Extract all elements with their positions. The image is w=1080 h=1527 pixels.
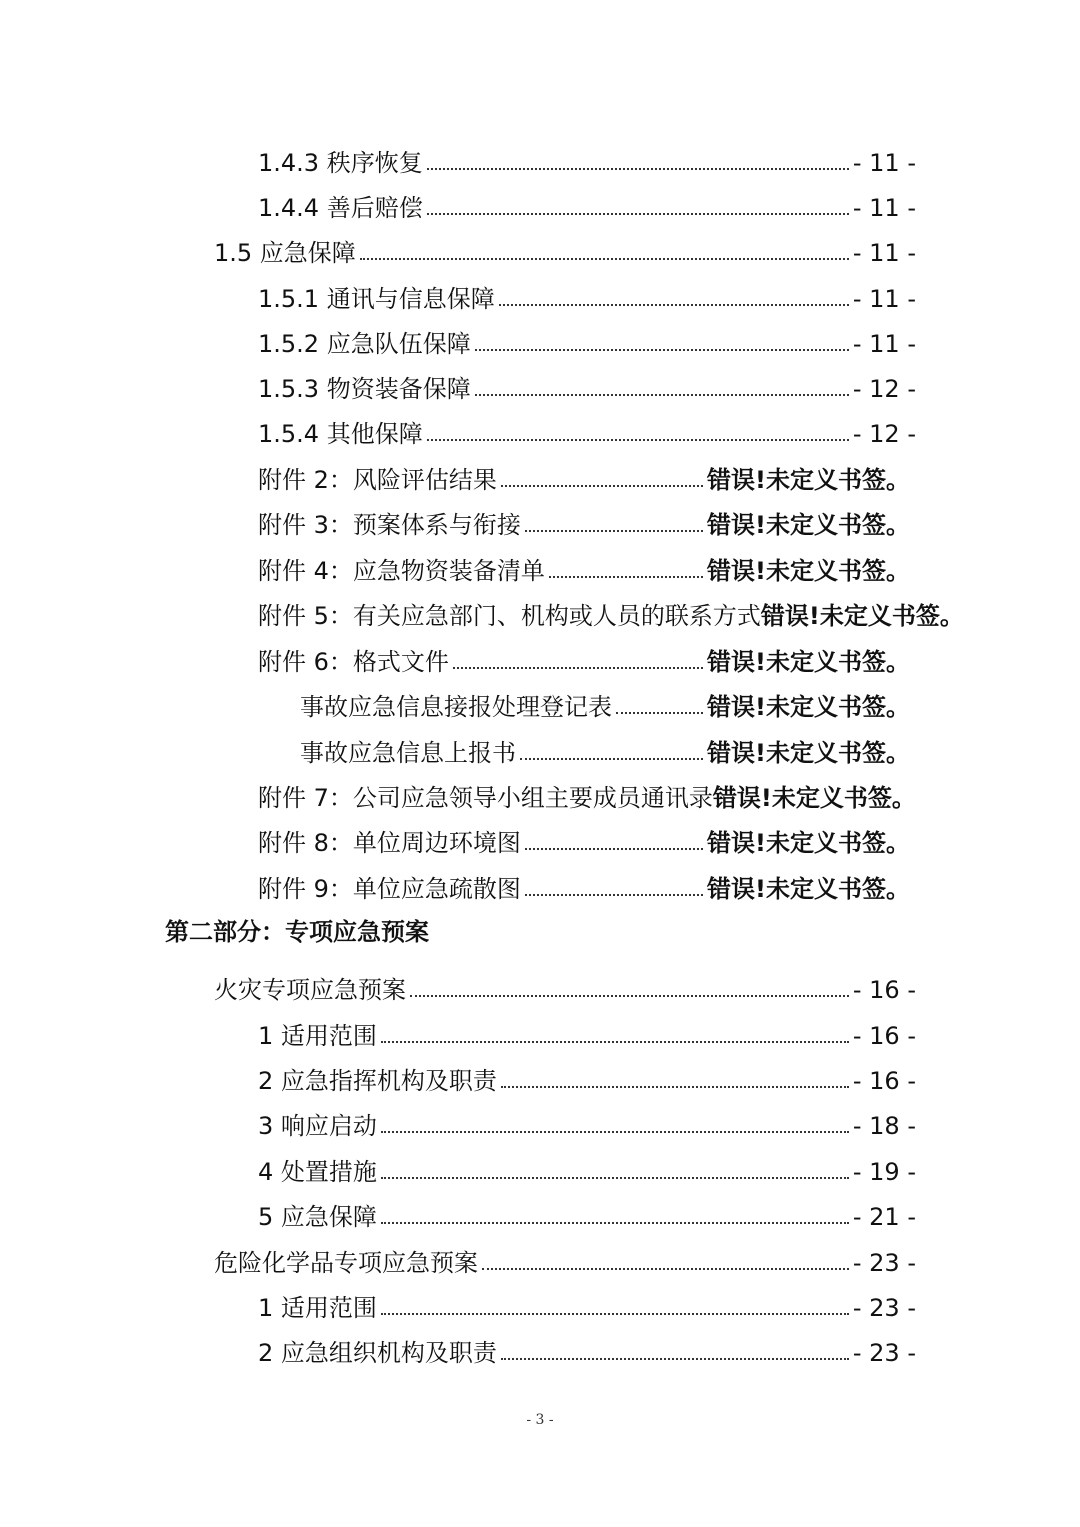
toc-page-number: - 11 - xyxy=(852,285,916,313)
toc-leader-dots xyxy=(525,530,703,532)
toc-leader-dots xyxy=(381,1131,849,1133)
toc-entry[interactable] xyxy=(258,1101,916,1141)
toc-leader-dots xyxy=(381,1222,849,1224)
toc-entry-title: 2 应急指挥机构及职责 xyxy=(258,1067,497,1095)
toc-entry-title: 1.5.1 通讯与信息保障 xyxy=(258,285,495,313)
toc-entry-title: 危险化学品专项应急预案 xyxy=(214,1249,478,1277)
toc-entry-title: 附件 8：单位周边环境图 xyxy=(258,829,521,857)
toc-entry[interactable] xyxy=(258,364,916,404)
toc-entry-title: 5 应急保障 xyxy=(258,1203,377,1231)
toc-page-number: - 11 - xyxy=(852,239,916,267)
toc-entry[interactable] xyxy=(258,591,988,631)
toc-leader-dots xyxy=(360,258,849,260)
toc-leader-dots xyxy=(427,213,849,215)
toc-page-number: - 16 - xyxy=(852,976,916,1004)
toc-leader-dots xyxy=(475,349,849,351)
toc-page-number: - 11 - xyxy=(852,194,916,222)
toc-entry-title: 附件 6：格式文件 xyxy=(258,648,449,676)
toc-entry-title: 附件 2：风险评估结果 xyxy=(258,466,497,494)
toc-entry-title: 4 处置措施 xyxy=(258,1158,377,1186)
toc-entry-title: 1.5.3 物资装备保障 xyxy=(258,375,471,403)
toc-leader-dots xyxy=(520,758,703,760)
toc-entry-title: 附件 4：应急物资装备清单 xyxy=(258,557,545,585)
toc-entry[interactable] xyxy=(258,138,916,178)
toc-leader-dots xyxy=(525,848,703,850)
toc-entry-title: 1 适用范围 xyxy=(258,1022,377,1050)
toc-entry[interactable] xyxy=(258,1328,916,1368)
toc-entry-title: 事故应急信息接报处理登记表 xyxy=(300,693,612,721)
bookmark-error-text: 错误!未定义书签。 xyxy=(707,693,910,721)
toc-entry-title: 附件 9：单位应急疏散图 xyxy=(258,875,521,903)
toc-page-number: - 21 - xyxy=(852,1203,916,1231)
toc-leader-dots xyxy=(482,1268,849,1270)
toc-page-number: - 19 - xyxy=(852,1158,916,1186)
toc-entry[interactable] xyxy=(258,319,916,359)
bookmark-error-text: 错误!未定义书签。 xyxy=(760,602,964,630)
toc-leader-dots xyxy=(501,1086,849,1088)
toc-entry[interactable] xyxy=(258,1056,916,1096)
toc-entry[interactable] xyxy=(214,1238,916,1278)
toc-page-number: - 23 - xyxy=(852,1249,916,1277)
toc-entry-title: 火灾专项应急预案 xyxy=(214,976,406,1004)
toc-entry[interactable] xyxy=(214,228,916,268)
toc-entry[interactable] xyxy=(258,546,910,586)
toc-entry[interactable] xyxy=(214,965,916,1005)
toc-entry-title: 1.5.4 其他保障 xyxy=(258,420,423,448)
toc-entry-title: 附件 5：有关应急部门、机构或人员的联系方式 xyxy=(258,602,761,630)
toc-entry-title: 2 应急组织机构及职责 xyxy=(258,1339,497,1367)
toc-entry[interactable] xyxy=(258,773,942,813)
toc-entry-title: 1.5 应急保障 xyxy=(214,239,356,267)
toc-entry-title: 事故应急信息上报书 xyxy=(300,739,516,767)
bookmark-error-text: 错误!未定义书签。 xyxy=(712,784,916,812)
toc-leader-dots xyxy=(381,1177,849,1179)
toc-entry[interactable] xyxy=(258,455,910,495)
toc-entry-title: 附件 7：公司应急领导小组主要成员通讯录 xyxy=(258,784,713,812)
toc-entry-title: 1 适用范围 xyxy=(258,1294,377,1322)
toc-entry[interactable] xyxy=(258,818,910,858)
toc-page-number: - 23 - xyxy=(852,1294,916,1322)
toc-entry[interactable] xyxy=(258,1192,916,1232)
toc-leader-dots xyxy=(453,667,703,669)
toc-entry[interactable] xyxy=(258,1147,916,1187)
toc-entry[interactable] xyxy=(258,1011,916,1051)
toc-page-number: - 11 - xyxy=(852,149,916,177)
toc-entry-title: 1.4.3 秩序恢复 xyxy=(258,149,423,177)
toc-leader-dots xyxy=(427,439,849,441)
toc-entry[interactable] xyxy=(258,274,916,314)
toc-page-number: - 12 - xyxy=(852,420,916,448)
toc-page-number: - 23 - xyxy=(852,1339,916,1367)
toc-entry[interactable] xyxy=(258,1283,916,1323)
toc-entry[interactable] xyxy=(258,409,916,449)
footer-page-number: - 3 - xyxy=(526,1412,554,1428)
toc-entry[interactable] xyxy=(258,500,910,540)
toc-page-number: - 18 - xyxy=(852,1112,916,1140)
bookmark-error-text: 错误!未定义书签。 xyxy=(707,557,910,585)
toc-page-number: - 16 - xyxy=(852,1022,916,1050)
toc-leader-dots xyxy=(501,1358,849,1360)
toc-page-number: - 11 - xyxy=(852,330,916,358)
toc-leader-dots xyxy=(616,712,703,714)
bookmark-error-text: 错误!未定义书签。 xyxy=(707,466,910,494)
toc-entry[interactable] xyxy=(258,637,910,677)
toc-leader-dots xyxy=(499,304,849,306)
toc-page-number: - 16 - xyxy=(852,1067,916,1095)
toc-entry[interactable] xyxy=(300,728,910,768)
toc-leader-dots xyxy=(381,1313,849,1315)
toc-leader-dots xyxy=(427,168,849,170)
toc-entry[interactable] xyxy=(300,682,910,722)
toc-leader-dots xyxy=(549,576,703,578)
toc-entry-title: 1.4.4 善后赔偿 xyxy=(258,194,423,222)
toc-entry-title: 附件 3：预案体系与衔接 xyxy=(258,511,521,539)
toc-page-number: - 12 - xyxy=(852,375,916,403)
bookmark-error-text: 错误!未定义书签。 xyxy=(707,875,910,903)
toc-leader-dots xyxy=(381,1041,849,1043)
toc-leader-dots xyxy=(525,894,703,896)
section-heading: 第二部分：专项应急预案 xyxy=(165,918,429,946)
toc-entry-title: 1.5.2 应急队伍保障 xyxy=(258,330,471,358)
bookmark-error-text: 错误!未定义书签。 xyxy=(707,829,910,857)
toc-entry[interactable] xyxy=(258,183,916,223)
bookmark-error-text: 错误!未定义书签。 xyxy=(707,511,910,539)
bookmark-error-text: 错误!未定义书签。 xyxy=(707,739,910,767)
toc-leader-dots xyxy=(501,485,703,487)
toc-leader-dots xyxy=(475,394,849,396)
toc-entry[interactable] xyxy=(258,864,910,904)
toc-leader-dots xyxy=(410,995,849,997)
toc-entry-title: 3 响应启动 xyxy=(258,1112,377,1140)
bookmark-error-text: 错误!未定义书签。 xyxy=(707,648,910,676)
